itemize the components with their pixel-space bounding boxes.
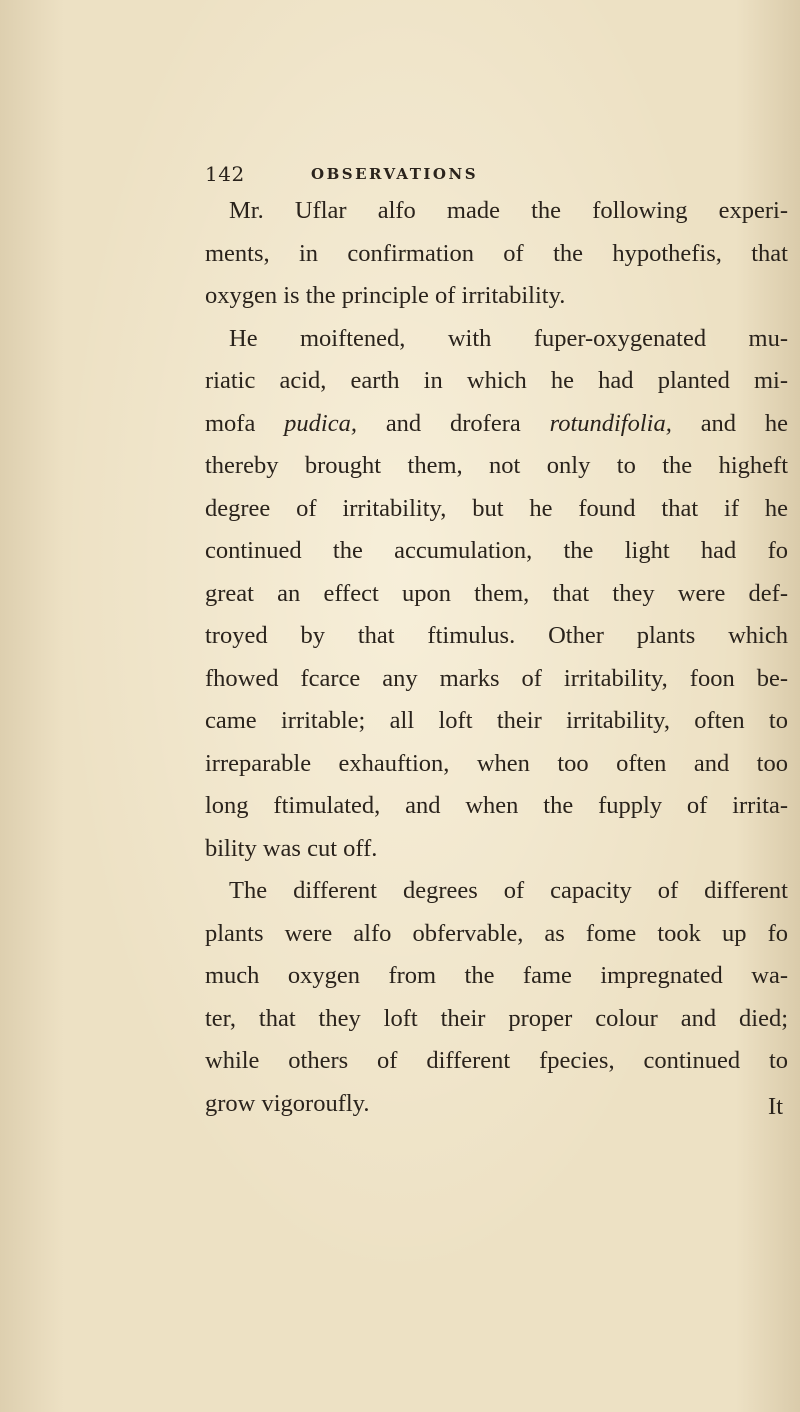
text-line: great an effect upon them, that they were def-: [205, 579, 788, 607]
text-line: ter, that they loft their proper colour and died;: [205, 1004, 788, 1032]
text-line: riatic acid, earth in which he had planted mi-: [205, 367, 788, 394]
text-fragment: and drofera: [385, 409, 521, 437]
text-line: came irritable; all loft their irritability, often to: [205, 707, 788, 734]
text-line: thereby brought them, not only to the higheft: [205, 452, 788, 479]
body-text: [205, 190, 788, 1125]
text-line: irreparable exhauftion, when too often and too: [205, 749, 788, 777]
catchword: It: [768, 1093, 783, 1120]
text-line: Mr. Uflar alfo made the following experi-: [229, 197, 788, 224]
text-line: much oxygen from the fame impregnated wa-: [205, 962, 788, 989]
text-line: The different degrees of capacity of different: [229, 877, 788, 904]
text-line: plants were alfo obfervable, as fome took up fo: [205, 919, 788, 947]
running-title: OBSERVATIONS: [311, 165, 479, 183]
text-line: oxygen is the principle of irritability.: [205, 282, 566, 309]
text-line: bility was cut off.: [205, 834, 378, 862]
running-head: [205, 162, 725, 192]
text-line: fhowed fcarce any marks of irritability, foon be-: [205, 664, 788, 692]
text-line: troyed by that ftimulus. Other plants which: [205, 622, 788, 649]
text-line: while others of different fpecies, continued to: [205, 1047, 788, 1074]
italic-term: rotundifolia,: [549, 409, 672, 437]
text-line: long ftimulated, and when the fupply of irrita-: [205, 792, 788, 819]
text-line: continued the accumulation, the light had fo: [205, 537, 788, 564]
page-number: 142: [205, 162, 245, 186]
text-fragment: mofa: [205, 409, 256, 437]
text-line: He moiftened, with fuper-oxygenated mu-: [229, 324, 788, 352]
italic-term: pudica,: [284, 409, 357, 437]
text-line: degree of irritability, but he found that if he: [205, 494, 788, 522]
text-fragment: and he: [700, 409, 789, 437]
text-line: ments, in confirmation of the hypothefis, that: [205, 239, 788, 267]
text-line-mixed: [205, 403, 788, 446]
catchword-line: [205, 1093, 783, 1135]
text-line: grow vigoroufly.: [205, 1089, 370, 1117]
